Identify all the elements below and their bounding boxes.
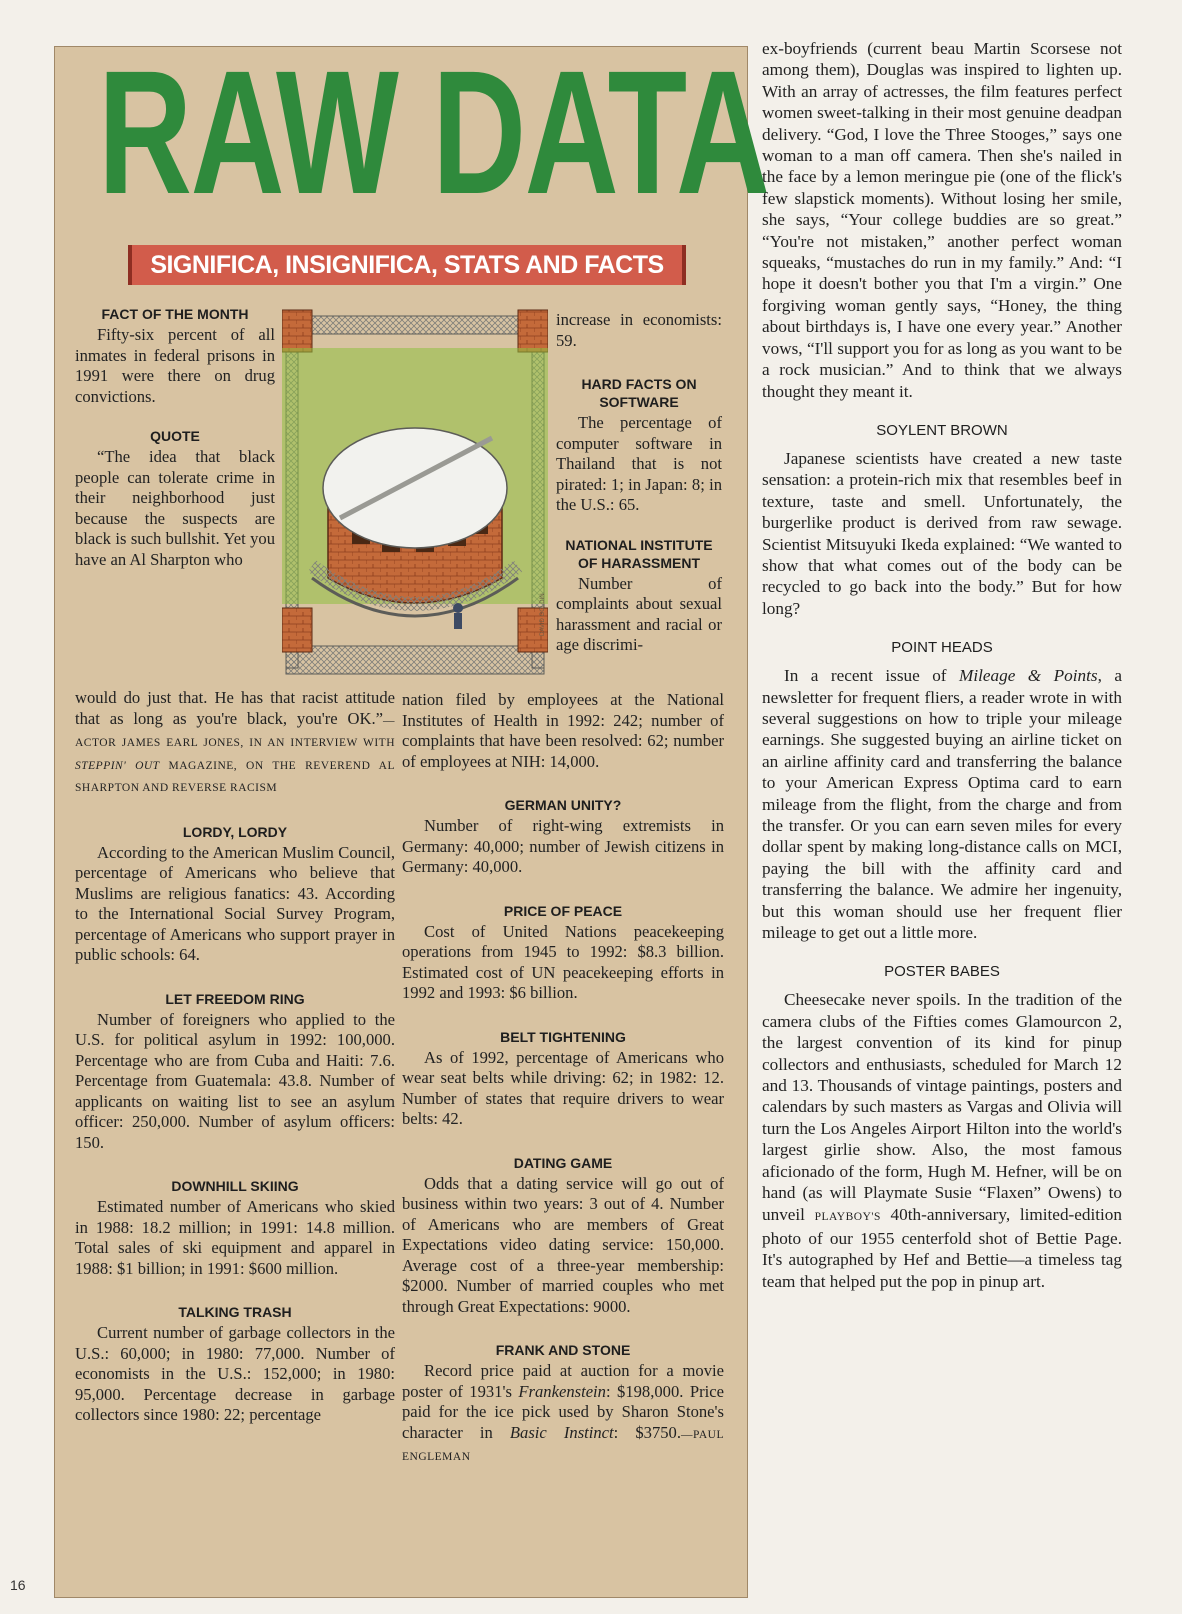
left-column-top — [75, 305, 275, 570]
frank-text-part2: : $198,000. Price paid for the ice pick used by Sharon Stone's character in — [402, 1381, 724, 1442]
quote-text-continued: would do just that. He has that racist attitude that as long as you're black, you're OK.” — [75, 688, 395, 728]
frank-credit: —PAUL ENGLEMAN — [402, 1428, 724, 1463]
quote-credit-part1: —ACTOR JAMES EARL JONES, IN AN INTERVIEW WITH — [75, 714, 395, 749]
prison-pill-illustration — [282, 308, 548, 682]
soylent-heading: SOYLENT BROWN — [876, 421, 1008, 439]
poster-text-part1: Cheesecake never spoils. In the tradition of the camera clubs of the Fifties comes Glamourcon 2, the largest convention of its kind for pinup collectors and enthusiasts, scheduled for March 12 and 13. Thousands of vintage paintings, posters and calendars by such masters as Vargas and Olivia will turn the Los Angeles Airport Hilton into the world's largest girlie show. Also, the most famous aficionado of the form, Hugh M. Hefner, will be on hand (as will Playmate Susie “Flaxen” Owens) to unveil — [762, 990, 1122, 1224]
german-unity-heading: GERMAN UNITY? — [504, 797, 622, 813]
points-text-part1: In a recent issue of — [784, 666, 960, 686]
dating-text: Odds that a dating service will go out of business within two years: 3 out of 4. Number of Americans who are members of Great Expectations video dating service: 150,000. Average cost of a three-year membership: $2000. Number of married couples who met through Great Expectations: 9000. — [402, 1173, 724, 1316]
poster-text — [762, 989, 1122, 1292]
quote-text-narrow: “The idea that black people can tolerate crime in their neighborhood just because the suspects are black is such bullshit. Yet you have an Al Sharpton who — [75, 447, 275, 569]
trash-text: Current number of garbage collectors in the U.S.: 60,000; in 1980: 77,000. Number of economists in the U.S.: 152,000; in 1980: 95,000. Percentage decrease in garbage collectors since 1980: 22; percentage — [75, 1323, 395, 1424]
quote-credit-magazine: STEPPIN' OUT — [75, 759, 160, 772]
lordy-heading: LORDY, LORDY — [182, 823, 288, 840]
software-heading: HARD FACTS ON SOFTWARE — [581, 376, 697, 410]
quote-text-wide — [75, 688, 395, 799]
right-column — [762, 38, 1122, 1292]
frank-text — [402, 1361, 724, 1468]
illustration-credit: DAVID GOLDIN — [540, 593, 546, 636]
middle-column-top — [556, 310, 722, 656]
frank-heading: FRANK AND STONE — [495, 1342, 631, 1358]
page-subtitle: SIGNIFICA, INSIGNIFICA, STATS AND FACTS — [128, 245, 686, 285]
points-publication: Mileage & Points — [959, 666, 1098, 686]
page-number: 16 — [10, 1577, 26, 1593]
lordy-text: According to the American Muslim Council, percentage of Americans who believe that Muslims are religious fanatics: 43. According to the International Social Survey Program, percentage of Americans who support prayer in public schools: 64. — [75, 842, 395, 964]
dating-heading: DATING GAME — [513, 1154, 613, 1171]
frank-text-part1: Record price paid at auction for a movie poster of 1931's — [402, 1361, 724, 1401]
intro-text: ex-boyfriends (current beau Martin Scorsese not among them), Douglas was inspired to lighten up. With an array of actresses, the film features perfect women sweet-talking in their most genuine deadpan delivery. “God, I love the Three Stooges,” says one woman to a man off camera. Then she's nailed in the face by a lemon meringue pie (one of the flick's few slapstick moments). Without losing her smile, she says, “Your college buddies are so great.” “You're not mistaken,” another perfect woman squeaks, “mustaches do run in my family.” And: “I hope it doesn't bother you that I'm a virgin.” One forgiving woman gently says, “Honey, the thing about birthdays is, I have one every year.” Another vows, “I'll support you for as long as you want to be a rock musician.” And to think that we always thought they meant it. — [762, 39, 1122, 401]
points-text — [762, 665, 1122, 943]
frank-text-part3: : $3750. — [613, 1422, 682, 1442]
german-unity-text: Number of right-wing extremists in Germany: 40,000; number of Jewish citizens in Germany: 40,000. — [402, 816, 724, 876]
belt-text: As of 1992, percentage of Americans who wear seat belts while driving: 62; in 1982: 12. Number of states that require drivers to wear belts: 42. — [402, 1047, 724, 1128]
freedom-text: Number of foreigners who applied to the U.S. for political asylum in 1992: 100,000. Percentage who are from Cuba and Haiti: 7.6. Percentage from Guatemala: 43.8. Number of applicants on waiting list to see an asylum officer: 250,000. Number of asylum officers: 150. — [75, 1009, 395, 1152]
nih-text-narrow: Number of complaints about sexual harassment and racial or age discrimi- — [556, 573, 722, 654]
fact-heading: FACT OF THE MONTH — [101, 306, 249, 322]
poster-heading: POSTER BABES — [884, 963, 1000, 981]
points-heading: POINT HEADS — [891, 639, 993, 657]
poster-text-part2: 40th-anniversary, limited-edition photo of our 1955 centerfold shot of Bettie Page. It's autographed by Hef and Bettie—a timeless tag team that helped put the pop in pinup art. — [762, 1204, 1122, 1291]
software-text: The percentage of computer software in Thailand that is not pirated: 1; in Japan: 8; in the U.S.: 65. — [556, 413, 722, 514]
freedom-heading: LET FREEDOM RING — [165, 990, 305, 1007]
poster-brand: PLAYBOY'S — [814, 1210, 881, 1223]
skiing-text: Estimated number of Americans who skied in 1988: 18.2 million; in 1991: 14.8 million. Total sales of ski equipment and apparel in 1988: $1 billion; in 1991: $600 million. — [75, 1197, 395, 1278]
points-text-part2: , a newsletter for frequent fliers, a reader wrote in with several suggestions on how to triple your mileage earnings. She suggested buying an airline ticket on an airline affinity card and transferring the balance to your American Express Optima card to earn mileage from the flight, from the charge and from the transfer. Or you can earn seven miles for every dollar spent by making long-distance calls on MCI, paying the bill with the affinity card and transferring the balance. We admire her ingenuity, but this woman should use her frequent flier mileage to get out a little more. — [762, 666, 1122, 943]
fact-text: Fifty-six percent of all inmates in federal prisons in 1991 were there on drug convictions. — [75, 325, 275, 406]
middle-column-bottom — [402, 690, 724, 1468]
left-column-bottom — [75, 688, 395, 1426]
quote-heading: QUOTE — [150, 428, 200, 444]
frank-film-title-2: Basic Instinct — [509, 1422, 614, 1442]
nih-text-wide: nation filed by employees at the National Institutes of Health in 1992: 242; number of complaints that have been resolved: 62; number of employees at NIH: 14,000. — [402, 690, 724, 771]
nih-heading: NATIONAL INSTITUTE OF HARASSMENT — [565, 536, 713, 571]
quote-credit-part2: MAGAZINE, ON THE REVEREND AL SHARPTON AND REVERSE RACISM — [75, 759, 395, 794]
frank-film-title-1: Frankenstein — [518, 1381, 606, 1401]
skiing-heading: DOWNHILL SKIING — [171, 1178, 299, 1194]
page-title: RAW DATA — [98, 35, 769, 231]
trash-continued: increase in economists: 59. — [556, 310, 722, 350]
belt-heading: BELT TIGHTENING — [500, 1028, 626, 1045]
peace-text: Cost of United Nations peacekeeping operations from 1945 to 1992: $8.3 billion. Estimated cost of UN peacekeeping efforts in 1992 and 1993: $6 billion. — [402, 921, 724, 1002]
trash-heading: TALKING TRASH — [178, 1304, 292, 1320]
peace-heading: PRICE OF PEACE — [503, 902, 623, 919]
soylent-text: Japanese scientists have created a new taste sensation: a protein-rich mix that resembles beef in texture, taste and smell. Unfortunately, the burgerlike product is derived from raw sewage. Scientist Mitsuyuki Ikeda explained: “We wanted to show that what comes out of the body can be recycled to go back into the body.” But for how long? — [762, 448, 1122, 618]
